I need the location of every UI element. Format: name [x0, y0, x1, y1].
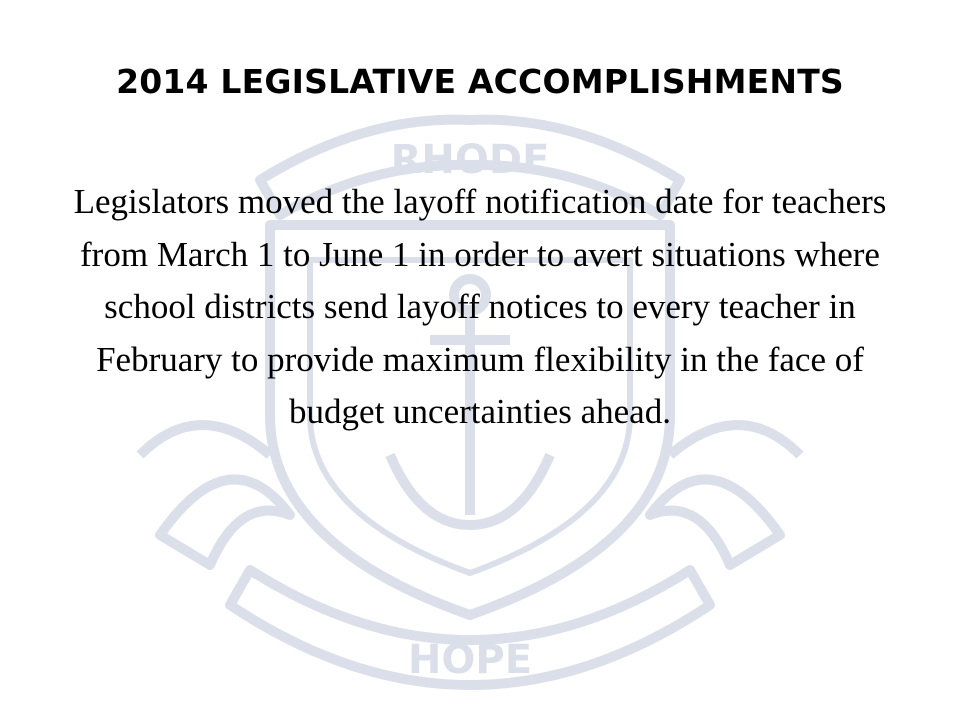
watermark-top-text: RHODE — [390, 137, 550, 183]
slide-body-text: Legislators moved the layoff notification date for teachers from March 1 to June 1 in order to avert situations where school districts send layoff notices to every teacher in February to provide maximum flexibility in the face of budget uncertainties ahead. — [73, 182, 887, 431]
watermark-bottom-text: HOPE — [407, 637, 533, 683]
slide-title: 2014 LEGISLATIVE ACCOMPLISHMENTS — [116, 62, 844, 101]
